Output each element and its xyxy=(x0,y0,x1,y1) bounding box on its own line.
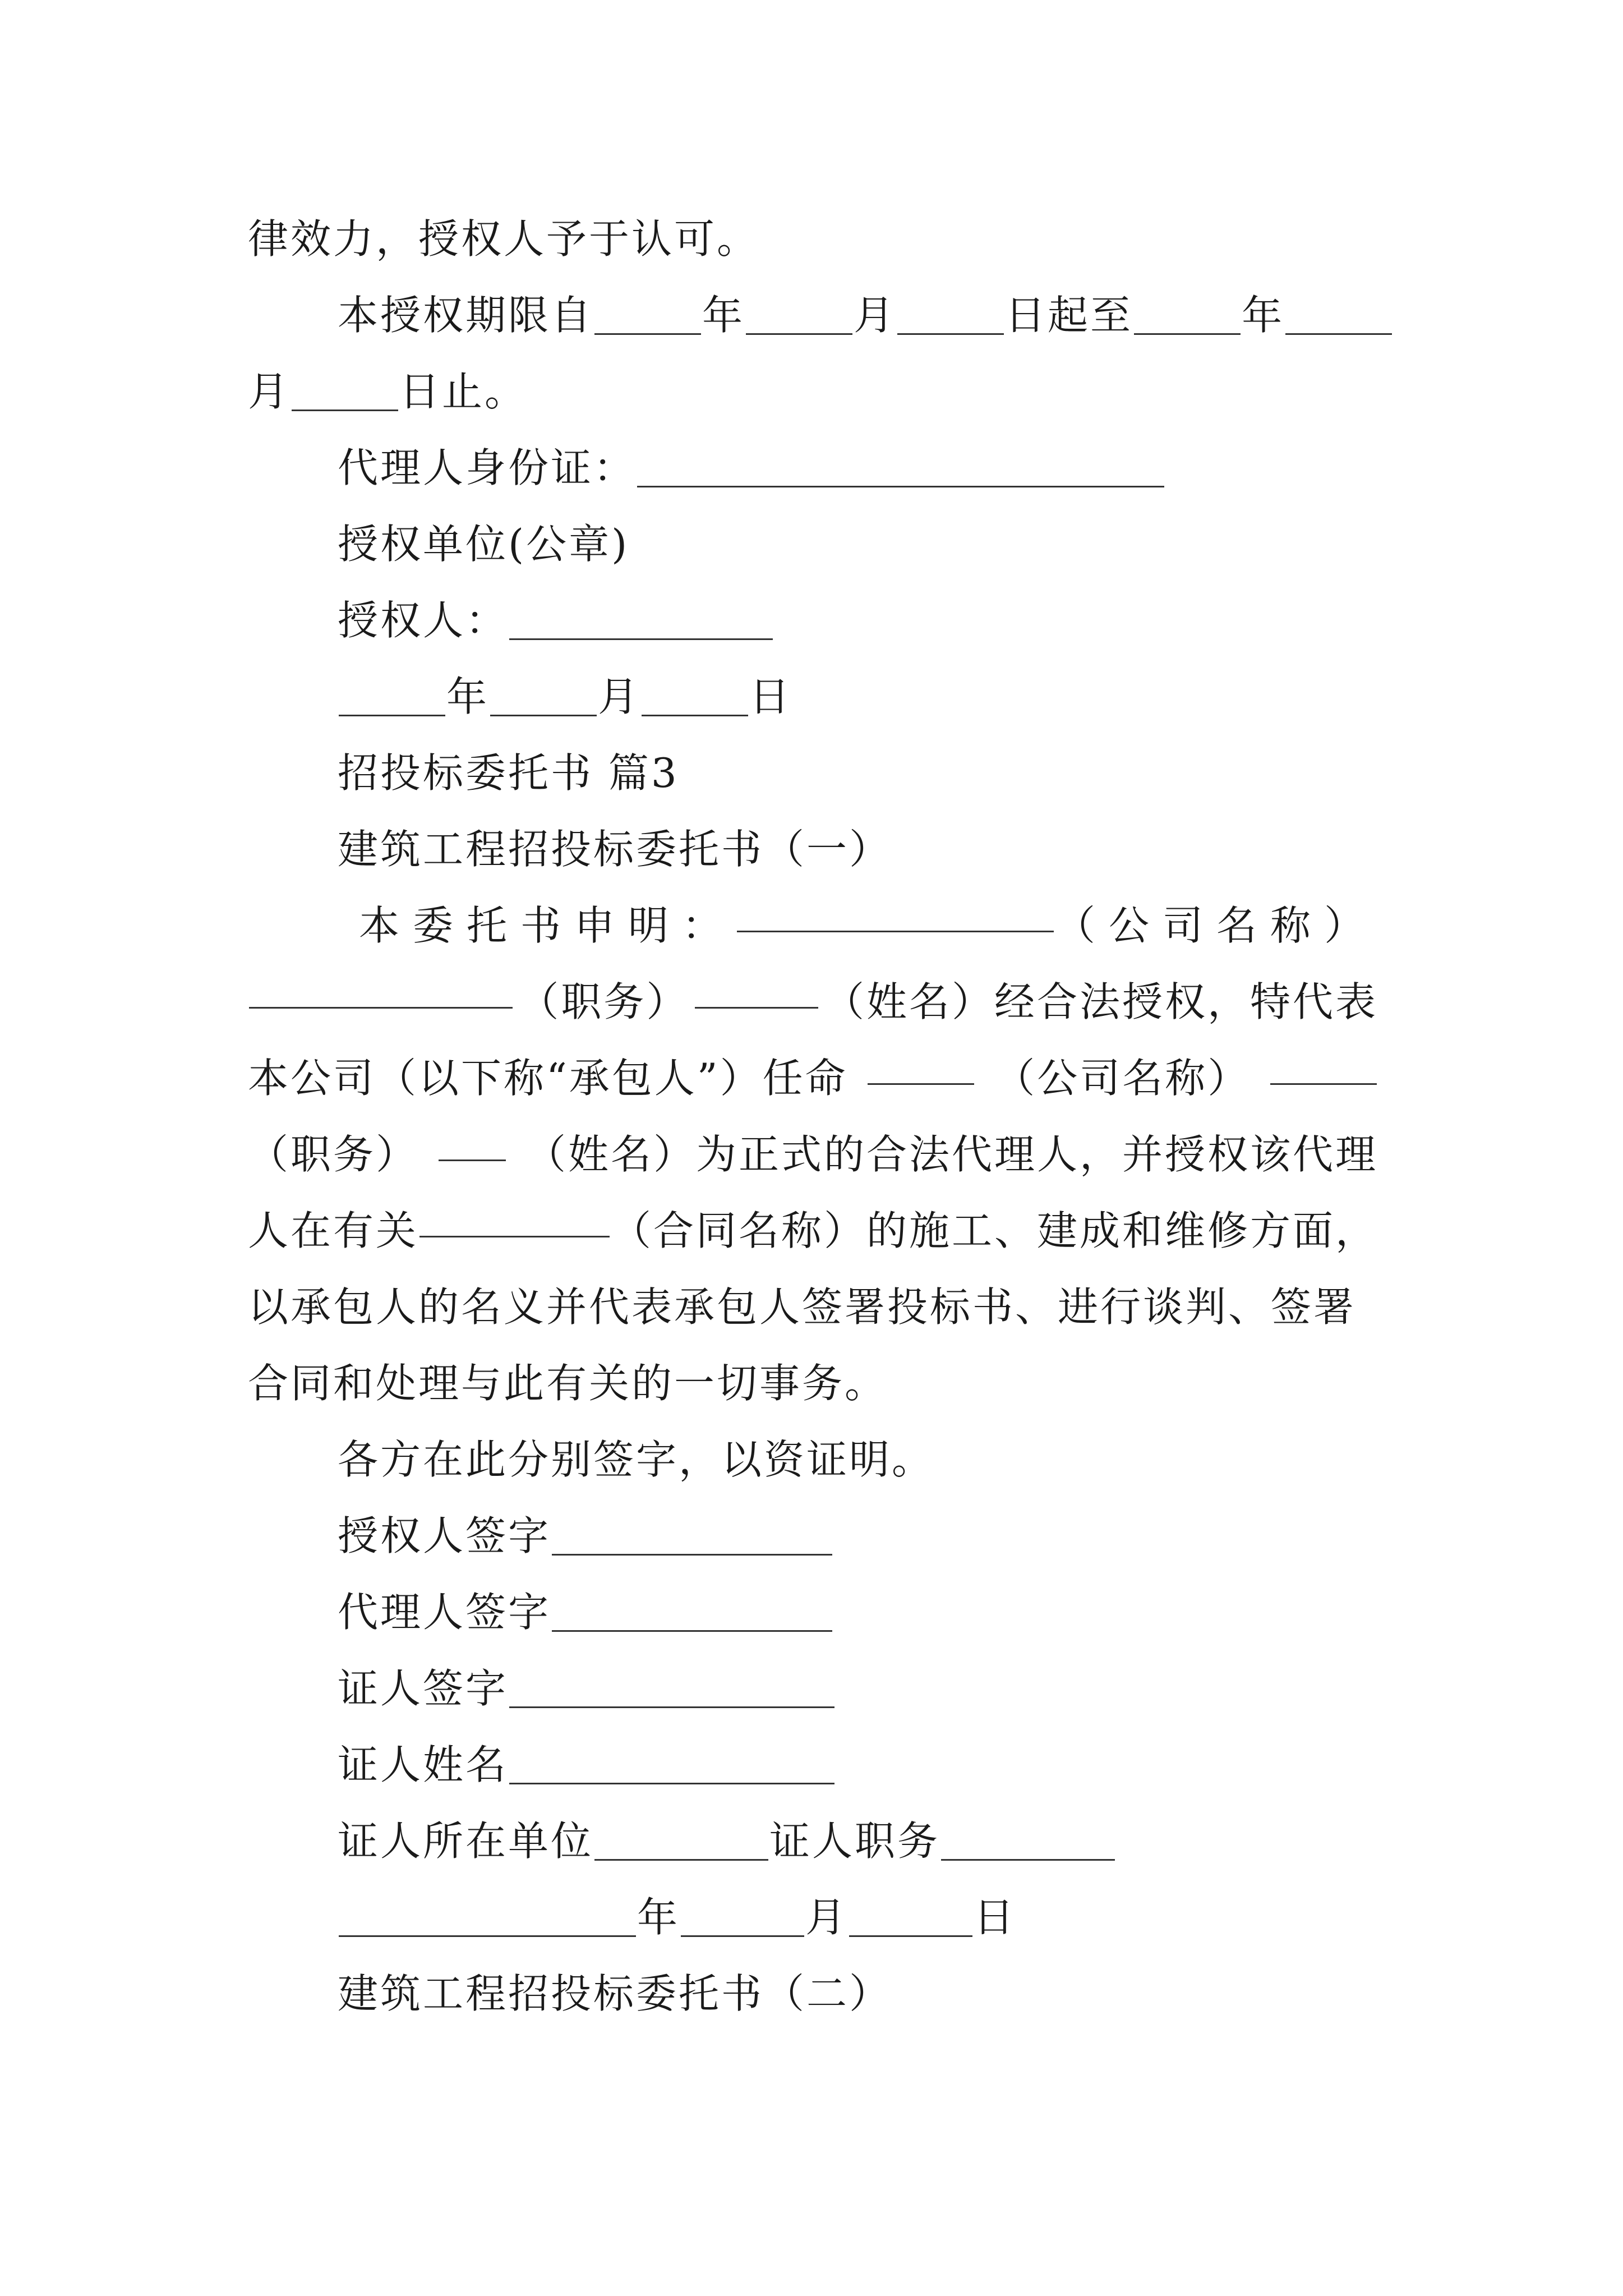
line-text: 以承包人的名义并代表承包人签署投标书、进行谈判、签署 xyxy=(248,1283,1357,1331)
line-text: （姓名）经合法授权，特代表 xyxy=(823,978,1378,1025)
text-line-11 xyxy=(248,964,1378,1040)
line-text: 律效力，授权人予于认可。 xyxy=(248,215,760,263)
line-text: 授权人签字 xyxy=(338,1512,551,1559)
line-text: 证人姓名 xyxy=(338,1741,509,1788)
text-line-7 xyxy=(338,659,1378,735)
blank-field xyxy=(868,1083,974,1085)
blank-field xyxy=(509,1706,834,1708)
text-line-16 xyxy=(248,1345,1378,1421)
line-text: 本授权期限自 xyxy=(338,292,594,339)
blank-field xyxy=(1134,333,1241,335)
text-line-15 xyxy=(248,1269,1378,1345)
line-text: 月 xyxy=(248,368,291,415)
blank-field xyxy=(249,1007,513,1009)
line-text: 招投标委托书 篇3 xyxy=(338,749,679,797)
text-line-3 xyxy=(248,353,1378,430)
blank-field xyxy=(941,1859,1115,1861)
blank-field xyxy=(552,1630,832,1632)
blank-field xyxy=(490,715,597,716)
signature-agent xyxy=(338,1574,1378,1650)
line-text: 代理人签字 xyxy=(338,1589,551,1636)
line-text: 各方在此分别签字，以资证明。 xyxy=(338,1436,935,1483)
blank-field xyxy=(594,333,701,335)
line-text: 年 xyxy=(702,292,745,339)
blank-field xyxy=(642,715,748,716)
section-title-1 xyxy=(338,811,1378,887)
blank-field xyxy=(737,931,1054,932)
line-text: 年 xyxy=(446,673,490,720)
line-text: 授权单位(公章) xyxy=(338,521,630,568)
line-text: （合同名称）的施工、建成和维修方面， xyxy=(610,1207,1378,1254)
text-line-1 xyxy=(248,201,1378,277)
text-line-5 xyxy=(338,506,1378,582)
line-text: （公司名称） xyxy=(994,1055,1251,1102)
line-text: （姓名）为正式的合法代理人，并授权该代理 xyxy=(525,1131,1378,1178)
section-title-2 xyxy=(338,1955,1378,2032)
line-text: 建筑工程招投标委托书（二） xyxy=(338,1970,892,2017)
line-text: 月 xyxy=(805,1894,849,1941)
line-text: 合同和处理与此有关的一切事务。 xyxy=(248,1360,888,1407)
line-text: 日 xyxy=(974,1894,1017,1941)
date-line xyxy=(338,1879,1378,1955)
line-text: 证人所在单位 xyxy=(338,1818,594,1865)
blank-field xyxy=(746,333,852,335)
signature-witness xyxy=(338,1650,1378,1727)
text-line-12 xyxy=(248,1040,1378,1116)
line-text: （公司名称） xyxy=(1054,902,1378,949)
blank-field xyxy=(292,409,398,411)
text-line-13 xyxy=(248,1116,1378,1193)
blank-field xyxy=(681,1935,804,1937)
blank-field xyxy=(849,1935,972,1937)
line-text: 证人签字 xyxy=(338,1665,509,1712)
line-text: （职务） xyxy=(248,1131,419,1178)
line-text: 人在有关 xyxy=(248,1207,419,1254)
blank-field xyxy=(509,638,773,640)
line-text: 月 xyxy=(598,673,641,720)
blank-field xyxy=(1270,1083,1377,1085)
blank-field xyxy=(637,486,1164,487)
blank-field xyxy=(552,1554,832,1556)
witness-unit xyxy=(338,1803,1378,1879)
line-text: 月 xyxy=(854,292,897,339)
line-text: 日止。 xyxy=(399,368,528,415)
blank-field xyxy=(897,333,1004,335)
text-line-2 xyxy=(338,277,1378,353)
text-line-6 xyxy=(338,582,1378,659)
text-line-17 xyxy=(338,1421,1378,1498)
line-text: 日 xyxy=(749,673,792,720)
line-text: 代理人身份证： xyxy=(338,444,637,491)
blank-field xyxy=(1285,333,1392,335)
section-heading xyxy=(338,735,1378,811)
text-line-10 xyxy=(359,887,1378,964)
line-text: 本公司（以下称“承包人”）任命 xyxy=(248,1055,848,1102)
blank-field xyxy=(509,1783,834,1784)
blank-field xyxy=(695,1007,818,1009)
line-text: 证人职务 xyxy=(769,1818,940,1865)
text-line-4 xyxy=(338,430,1378,506)
signature-authorizer xyxy=(338,1498,1378,1574)
blank-field xyxy=(439,1159,506,1161)
line-text: 年 xyxy=(637,1894,680,1941)
line-text: 建筑工程招投标委托书（一） xyxy=(338,826,892,873)
line-text: 本委托书申明： xyxy=(359,902,736,949)
blank-field xyxy=(594,1859,768,1861)
text-line-14 xyxy=(248,1193,1378,1269)
line-text: 授权人： xyxy=(338,597,509,644)
blank-field xyxy=(339,1935,636,1937)
witness-name xyxy=(338,1727,1378,1803)
line-text: 日起至 xyxy=(1005,292,1133,339)
blank-field xyxy=(419,1236,610,1237)
line-text: 年 xyxy=(1242,292,1285,339)
line-text: （职务） xyxy=(518,978,689,1025)
blank-field xyxy=(339,715,445,716)
